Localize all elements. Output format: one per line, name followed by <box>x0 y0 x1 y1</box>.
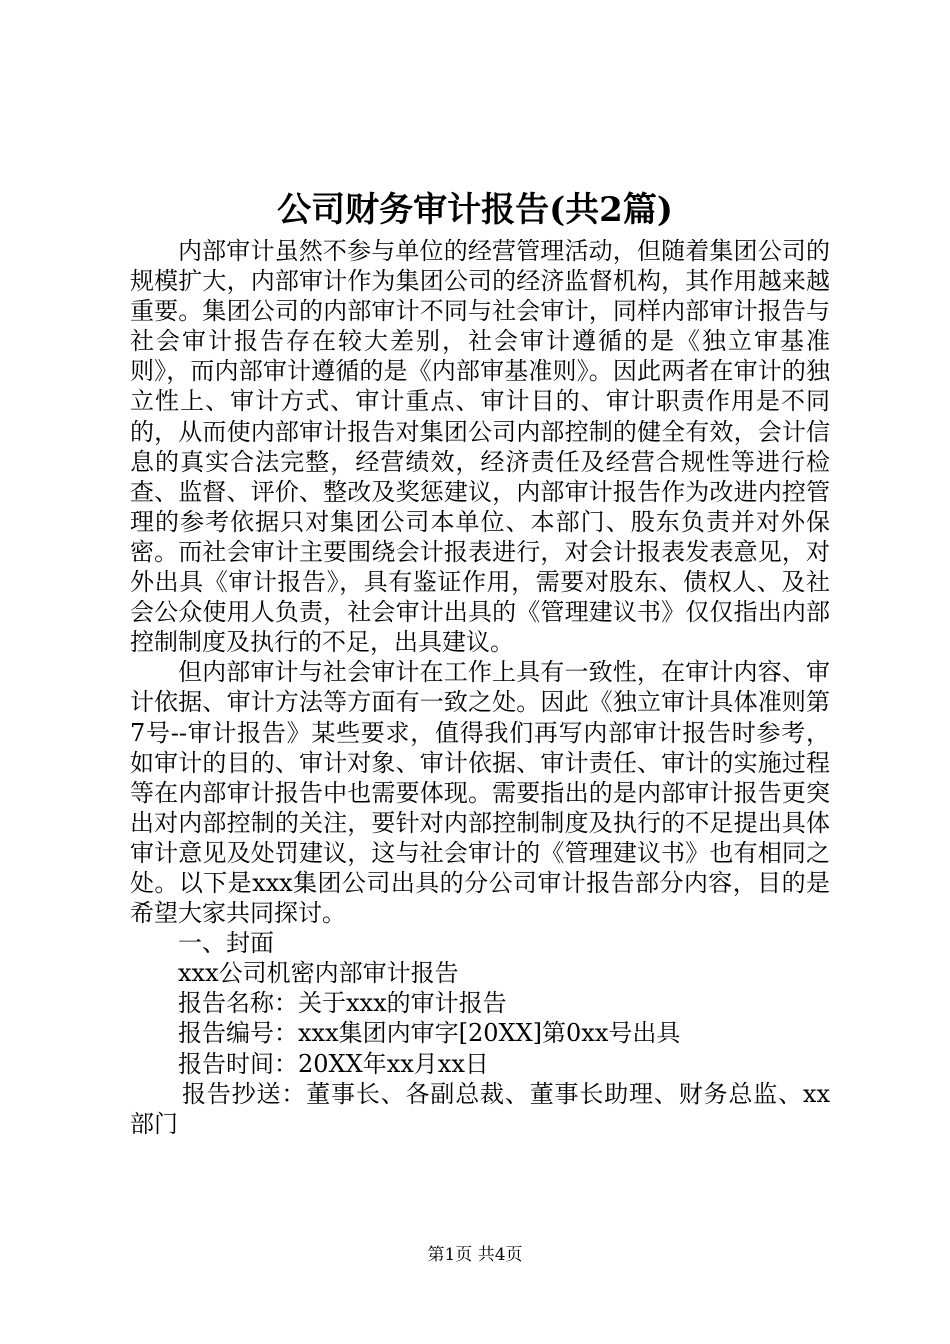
cover-report-cc: 报告抄送：董事长、各副总裁、董事长助理、财务总监、xx部门 <box>130 1079 830 1138</box>
section-heading: 一、封面 <box>178 929 274 958</box>
paragraph-1: 内部审计虽然不参与单位的经营管理活动，但随着集团公司的规模扩大，内部审计作为集团公司的经济监督机构，其作用越来越重要。集团公司的内部审计不同与社会审计，同样内部审计报告与社会审计报告存在较大差别，社会审计遵循的是《独立审基准则》，而内部审计遵循的是《内部审基准则》。因此两者在审计的独立性上、审计方式、审计重点、审计目的、审计职责作用是不同的，从而使内部审计报告对集团公司内部控制的健全有效，会计信息的真实合法完整，经营绩效，经济责任及经营合规性等进行检查、监督、评价、整改及奖惩建议，内部审计报告作为改进内控管理的参考依据只对集团公司本单位、本部门、股东负责并对外保密。而社会审计主要围绕会计报表进行，对会计报表发表意见，对外出具《审计报告》，具有鉴证作用，需要对股东、债权人、及社会公众使用人负责，社会审计出具的《管理建议书》仅仅指出内部控制制度及执行的不足，出具建议。 <box>130 237 830 657</box>
document-body <box>130 236 830 1139</box>
cover-report-title: xxx公司机密内部审计报告 <box>178 959 459 988</box>
cover-report-date: 报告时间：20XX年xx月xx日 <box>178 1049 489 1078</box>
cover-report-number: 报告编号：xxx集团内审字[20XX]第0xx号出具 <box>178 1019 681 1048</box>
page-number: 第1页 共4页 <box>427 1245 523 1265</box>
document-title: 公司财务审计报告(共2篇) <box>277 190 673 230</box>
cover-report-name: 报告名称：关于xxx的审计报告 <box>178 989 507 1018</box>
paragraph-2: 但内部审计与社会审计在工作上具有一致性，在审计内容、审计依据、审计方法等方面有一致之处。因此《独立审计具体准则第7号--审计报告》某些要求，值得我们再写内部审计报告时参考，如审计的目的、审计对象、审计依据、审计责任、审计的实施过程等在内部审计报告中也需要体现。需要指出的是内部审计报告更突出对内部控制的关注，要针对内部控制制度及执行的不足提出具体审计意见及处罚建议，这与社会审计的《管理建议书》也有相同之处。以下是xxx集团公司出具的分公司审计报告部分内容，目的是希望大家共同探讨。 <box>130 658 830 928</box>
